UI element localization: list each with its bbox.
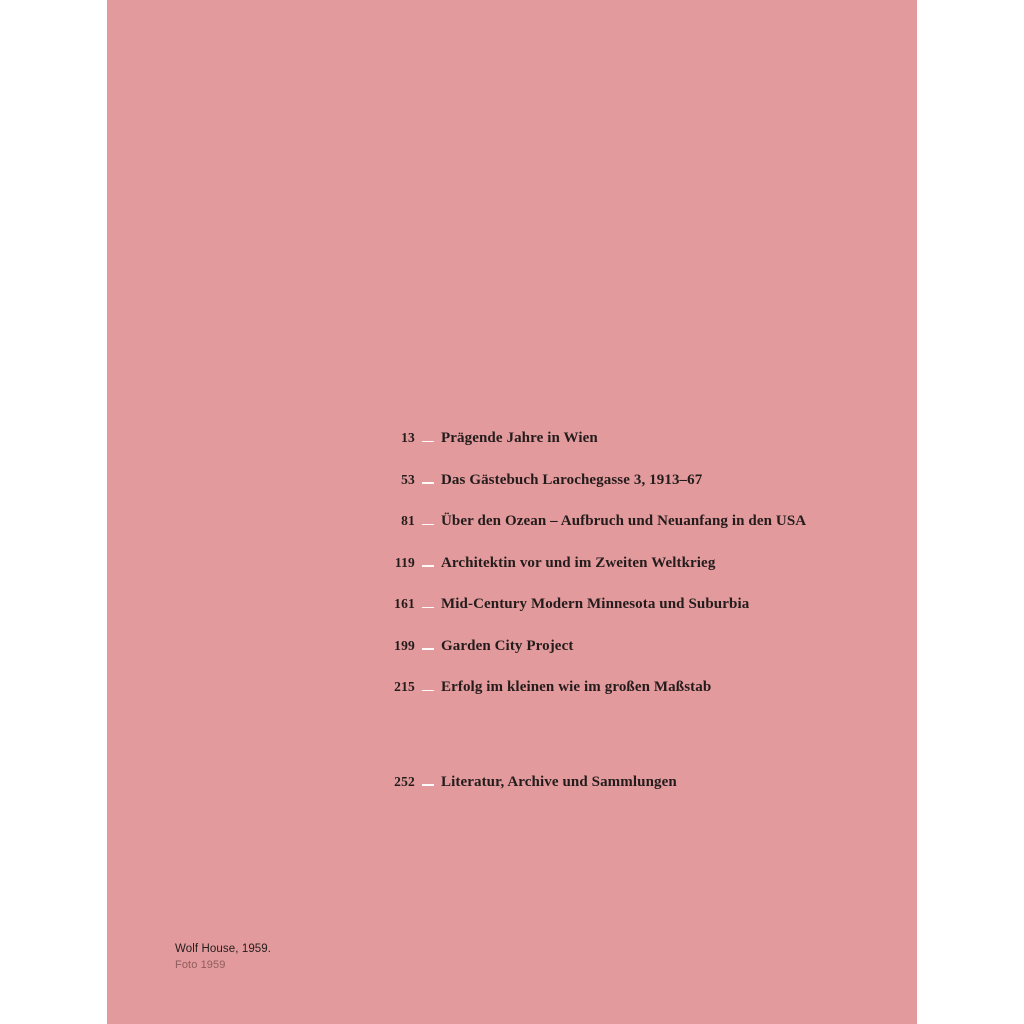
toc-entry[interactable] bbox=[383, 555, 883, 572]
toc-entry-title: Erfolg im kleinen wie im großen Maßstab bbox=[441, 679, 712, 695]
toc-dash-icon bbox=[415, 607, 441, 608]
toc-dash-icon bbox=[415, 784, 441, 785]
image-caption bbox=[175, 941, 495, 974]
toc-dash-icon bbox=[415, 690, 441, 691]
toc-entry[interactable] bbox=[383, 430, 883, 447]
caption-sub-text: Foto 1959 bbox=[175, 958, 226, 971]
toc-entry-title: Literatur, Archive und Sammlungen bbox=[441, 773, 677, 790]
toc-entry[interactable] bbox=[383, 513, 883, 530]
toc-entry[interactable] bbox=[383, 638, 883, 655]
toc-entry-title: Garden City Project bbox=[441, 637, 574, 654]
toc-entry[interactable] bbox=[383, 679, 883, 696]
toc-dash-icon bbox=[415, 482, 441, 483]
toc-dash-icon bbox=[415, 565, 441, 566]
toc-page-number: 119 bbox=[394, 554, 415, 570]
toc-page-number: 215 bbox=[394, 679, 415, 694]
toc-dash-icon bbox=[415, 648, 441, 649]
toc-entry-title: Das Gästebuch Larochegasse 3, 1913–67 bbox=[441, 471, 703, 488]
toc-entry-title: Prägende Jahre in Wien bbox=[441, 430, 598, 446]
toc-page-number: 81 bbox=[401, 513, 415, 528]
toc-entry-title: Über den Ozean – Aufbruch und Neuanfang in den USA bbox=[441, 513, 807, 529]
caption-main-text: Wolf House, 1959. bbox=[175, 943, 272, 955]
table-of-contents bbox=[383, 430, 883, 815]
toc-entry[interactable] bbox=[383, 596, 883, 613]
toc-page-number: 161 bbox=[394, 596, 415, 611]
toc-dash-icon bbox=[415, 524, 441, 525]
toc-entry[interactable] bbox=[383, 472, 883, 489]
toc-entry-title: Architektin vor und im Zweiten Weltkrieg bbox=[441, 554, 716, 571]
toc-entry-appendix[interactable] bbox=[383, 774, 883, 791]
toc-page-number: 13 bbox=[401, 430, 415, 445]
toc-spacer bbox=[383, 721, 883, 774]
book-page bbox=[107, 0, 917, 1024]
toc-entry-title: Mid-Century Modern Minnesota und Suburbia bbox=[441, 596, 750, 612]
toc-page-number: 252 bbox=[394, 773, 415, 789]
toc-dash-icon bbox=[415, 441, 441, 442]
toc-page-number: 199 bbox=[394, 637, 415, 653]
toc-page-number: 53 bbox=[401, 471, 415, 487]
